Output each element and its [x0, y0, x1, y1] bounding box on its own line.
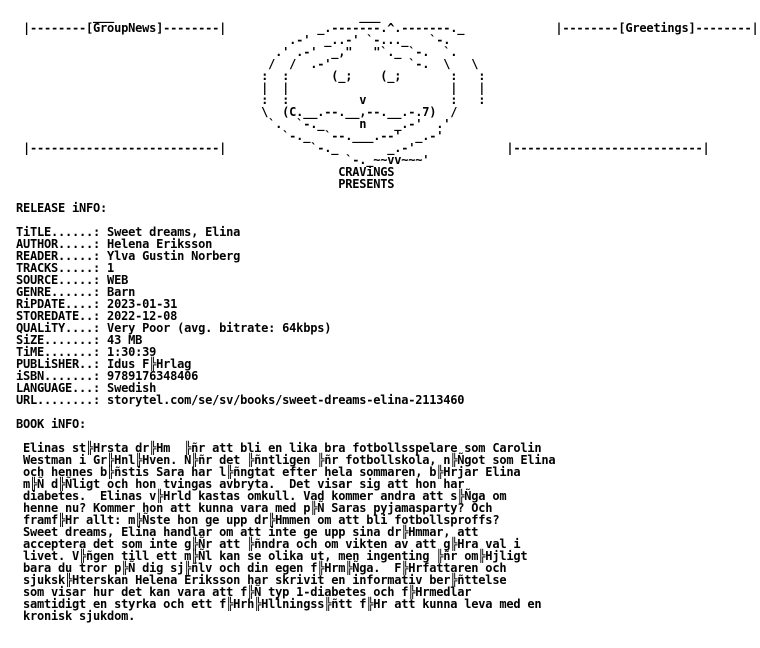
release-info-heading: RELEASE iNFO: [16, 201, 108, 215]
release-info-list: TiTLE......: Sweet dreams, Elina AUTHOR.....: Helena Eriksson READER.....: Ylva Gustin Norberg TRACKS.....: 1 SOURCE.....: WEB GENRE......: Barn RiPDATE....: 2023-01-31 STOREDATE..: 2022-12-08 QUALiTY....: Very Poor (avg. bitrate: 64kbps) SiZE.......: 43 MB TiME.......: 1:30:39 PUBLiSHER..: Idus F╠Hrlag iSBN.......: 9789176348406 LANGUAGE...: Swedish URL........: storytel.com/se/sv/books/sweet-dreams-elina-2113460 [16, 225, 465, 407]
book-info-text: Elinas st╠Hrsta dr╠Hm ╠ñr att bli en lika bra fotbollsspelare som Carolin Westman i Gr╠Hnl╠Hven. N╠ñr det ╠ñntligen ╠ñr fotbollskola, n╠Ñgot som Elina och hennes b╠ñstis Sara har l╠ñngtat efter hela sommaren, b╠Hrjar Elina m╠Ñ d╠Ñligt och hon tvingas avbryta. Det visar sig att hon har diabetes. Elinas v╠Hrld kastas omkull. Vad kommer andra att s╠Ñga om henne nu? Kommer hon att kunna vara med p╠Ñ Saras pyjamasparty? Och framf╠Hr allt: m╠Ñste hon ge upp dr╠Hmmen om att bli fotbollsproffs? Sweet dreams, Elina handlar om att inte ge upp sina dr╠Hmmar, att acceptera det som inte g╠Ñr att ╠ñndra och om vikten av att g╠Hra val i livet. V╠ñgen till ett m╠Ñl kan se olika ut, men ingenting ╠ñr om╠Hjligt bara du tror p╠Ñ dig sj╠ñlv och din egen f╠Hrm╠Ñga. F╠Hrfattaren och sjuksk╠Hterskan Helena Eriksson har skrivit en informativ ber╠ñttelse som visar hur det kan vara att f╠Ñ typ 1-diabetes och f╠Hrmedlar samtidigt en styrka och ett f╠Hrh╠Hllningss╠ñtt f╠Hr att kunna leva med en kronisk sjukdom. [23, 441, 556, 623]
book-info-heading: BOOK iNFO: [16, 417, 87, 431]
nfo-document [16, 10, 759, 622]
ascii-header-art: ___ ___ |--------[GroupNews]--------| _.-------.^.-------._ |--------[Greetings]--------| .-' _..-' `-..._ `-. .' .-' _," "`._ `-. `. / / .-' `-. \ \ : : (_; (_; : : | | | | : : v : : \ (C.__.--.__,--.__.-.7) / `. `-._ n _.-' .' `-._ `--.___.--' _.-' |---------------------------| `-._ _.-' |---------------------------| `-._~~vv~~~' CRAViNGS PRESENTS [23, 9, 759, 191]
